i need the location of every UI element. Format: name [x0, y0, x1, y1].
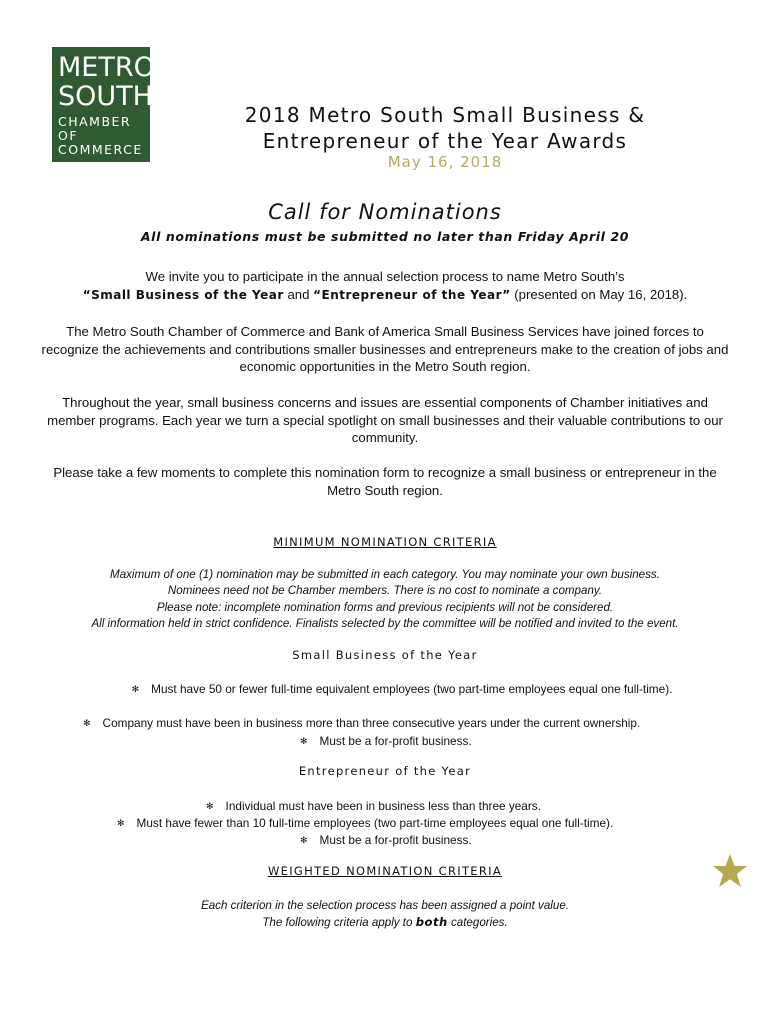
criterion-text: Must have fewer than 10 full-time employees (two part-time employees equal one full-time). [136, 816, 614, 830]
criterion-text: Must be a for-profit business. [319, 833, 472, 847]
small-business-criterion [300, 733, 550, 750]
intro-p1-small-business: “Small Business of the Year [82, 287, 284, 302]
document-title-line1: 2018 Metro South Small Business & [244, 103, 646, 127]
weighted-both: both [415, 915, 448, 930]
event-date: May 16, 2018 [387, 153, 503, 171]
logo-line-south: SOUTH [58, 81, 153, 112]
logo-line-commerce: COMMERCE [58, 142, 143, 157]
small-business-criterion [83, 715, 723, 732]
document-title-line2: Entrepreneur of the Year Awards [262, 129, 628, 153]
deadline-note: All nominations must be submitted no later than Friday April 20 [140, 229, 630, 244]
criterion-text: Must be a for-profit business. [319, 734, 472, 748]
small-business-heading: Small Business of the Year [292, 648, 478, 662]
logo-subtitle [58, 115, 150, 157]
minimum-criteria-line: Maximum of one (1) nomination may be submitted in each category. You may nominate your own business. [110, 568, 660, 581]
minimum-criteria-line: All information held in strict confidence. Finalists selected by the committee will be notified and invited to the event. [91, 616, 679, 630]
minimum-criteria-text [20, 567, 750, 632]
weighted-criteria-heading: WEIGHTED NOMINATION CRITERIA [267, 864, 502, 878]
entrepreneur-criterion [117, 815, 697, 832]
small-business-criterion [122, 681, 682, 698]
entrepreneur-criterion [300, 832, 550, 849]
intro-paragraph-2: The Metro South Chamber of Commerce and Bank of America Small Business Services have joined forces to recognize the achievements and contributions smaller businesses and entrepreneurs make to the creation of jobs and economic opportunities in the Metro South region. [41, 324, 729, 374]
bullet-asterisk-icon: ✻ [117, 818, 125, 828]
criterion-text: Company must have been in business more than three consecutive years under the current ownership. [102, 716, 641, 730]
intro-p1-text: We invite you to participate in the annual selection process to name Metro South’s [145, 269, 625, 284]
logo-line-metro: METRO [58, 52, 155, 83]
entrepreneur-heading: Entrepreneur of the Year [298, 764, 472, 778]
weighted-line-2 [40, 914, 730, 931]
chamber-logo [52, 47, 155, 162]
bullet-asterisk-icon: ✻ [300, 835, 308, 845]
criterion-text: Individual must have been in business less than three years. [225, 799, 541, 813]
minimum-criteria-heading: MINIMUM NOMINATION CRITERIA [273, 535, 497, 549]
logo-line-chamber: CHAMBER OF [58, 114, 132, 143]
bullet-asterisk-icon: ✻ [83, 718, 91, 728]
weighted-line-2-text: The following criteria apply to [262, 916, 416, 930]
weighted-line-2-end: categories. [447, 916, 508, 930]
intro-p1-presented: (presented on May 16, 2018). [510, 286, 688, 302]
intro-paragraph-4: Please take a few moments to complete this nomination form to recognize a small business or entrepreneur in the Metro South region. [53, 465, 717, 498]
bullet-asterisk-icon: ✻ [131, 684, 140, 694]
intro-p1-entrepreneur: “Entrepreneur of the Year” [313, 287, 511, 302]
call-for-nominations-heading: Call for Nominations [268, 200, 502, 224]
minimum-criteria-line: Please note: incomplete nomination forms and previous recipients will not be considered. [156, 600, 614, 614]
criterion-text: Must have 50 or fewer full-time equivalent employees (two part-time employees equal one full-time). [151, 682, 673, 696]
weighted-line-1: Each criterion in the selection process has been assigned a point value. [200, 899, 569, 912]
bullet-asterisk-icon: ✻ [300, 736, 308, 746]
intro-paragraph-1 [40, 268, 730, 304]
intro-p1-and: and [283, 286, 314, 302]
star-icon [712, 853, 748, 889]
weighted-criteria-text [40, 898, 730, 932]
logo-wordmark [58, 53, 155, 111]
bullet-asterisk-icon: ✻ [206, 801, 214, 811]
intro-paragraph-3: Throughout the year, small business concerns and issues are essential components of Chamber initiatives and member programs. Each year we turn a special spotlight on small businesses and their valuable contributions to our community. [47, 395, 723, 445]
minimum-criteria-line: Nominees need not be Chamber members. There is no cost to nominate a company. [167, 584, 603, 598]
entrepreneur-criterion [206, 798, 606, 815]
